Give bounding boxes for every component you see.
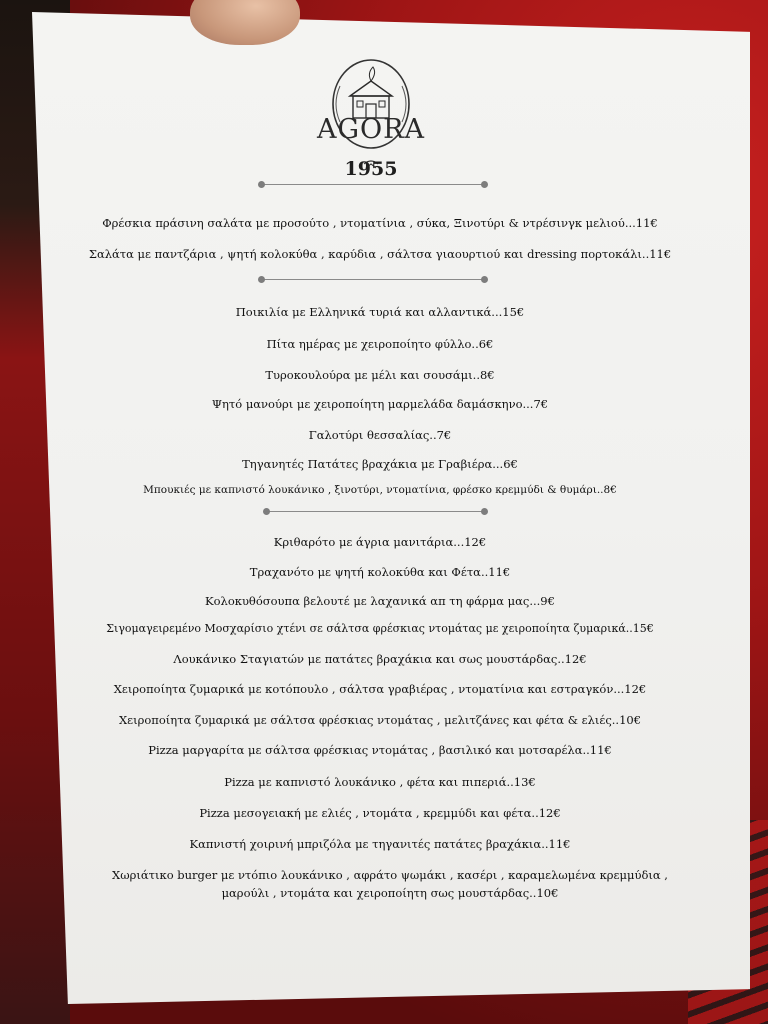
brand-name: AGORA [316,114,426,145]
menu-item: Ποικιλία με Ελληνικά τυριά και αλλαντικά...15€ [235,305,525,319]
divider [258,276,488,284]
menu-item: Κολοκυθόσουπα βελουτέ με λαχανικά απ τη φάρμα μας...9€ [205,594,555,608]
menu-item: Ψητό μανούρι με χειροποίητη μαρμελάδα δαμάσκηνο...7€ [211,397,549,411]
menu-item: Χωριάτικο burger με ντόπιο λουκάνικο , αφράτο ψωμάκι , κασέρι , καραμελωμένα κρεμμύδια , μαρούλι , ντομάτα και χειροποίητη σως μουστάρδας..10€ [112,868,668,900]
divider [263,508,488,516]
menu-item: Σιγομαγειρεμένο Μοσχαρίσιο χτένι σε σάλτσα φρέσκιας ντομάτας με χειροποίητα ζυμαρικά..15€ [106,622,654,635]
menu-item: Καπνιστή χοιρινή μπριζόλα με τηγανιτές πατάτες βραχάκια..11€ [189,837,571,851]
brand-year: 1955 [344,158,398,180]
menu-item: Μπουκιές με καπνιστό λουκάνικο , ξινοτύρι, ντοματίνια, φρέσκο κρεμμύδι & θυμάρι..8€ [143,484,617,496]
menu-item: Χειροποίητα ζυμαρικά με σάλτσα φρέσκιας ντομάτας , μελιτζάνες και φέτα & ελιές..10€ [118,713,642,727]
menu-item: Τραχανότο με ψητή κολοκύθα και Φέτα..11€ [249,565,511,579]
menu-item: Τηγανητές Πατάτες βραχάκια με Γραβιέρα...6€ [242,457,518,471]
menu-item: Τυροκουλούρα με μέλι και σουσάμι..8€ [265,368,495,382]
menu-item: Γαλοτύρι θεσσαλίας..7€ [308,428,452,442]
menu-item: Pizza μαργαρίτα με σάλτσα φρέσκιας ντομάτας , βασιλικό και μοτσαρέλα..11€ [148,743,612,757]
menu-item: Pizza με καπνιστό λουκάνικο , φέτα και πιπεριά..13€ [224,775,536,789]
menu-item: Χειροποίητα ζυμαρικά με κοτόπουλο , σάλτσα γραβιέρας , ντοματίνια και εστραγκόν...12€ [113,682,647,696]
menu-item: Λουκάνικο Σταγιατών με πατάτες βραχάκια και σως μουστάρδας..12€ [173,652,587,666]
divider [258,181,488,189]
menu-item: Pizza μεσογειακή με ελιές , ντομάτα , κρεμμύδι και φέτα..12€ [199,806,561,820]
menu-item: Φρέσκια πράσινη σαλάτα με προσούτο , ντοματίνια , σύκα, Ξινοτύρι & ντρέσινγκ μελιού...11€ [102,216,658,230]
menu-item: Πίτα ημέρας με χειροποίητο φύλλο..6€ [266,337,494,351]
menu-item: Κριθαρότο με άγρια μανιτάρια...12€ [273,535,487,549]
menu-item: Σαλάτα με παντζάρια , ψητή κολοκύθα , καρύδια , σάλτσα γιαουρτιού και dressing πορτοκάλι..11€ [88,247,672,261]
